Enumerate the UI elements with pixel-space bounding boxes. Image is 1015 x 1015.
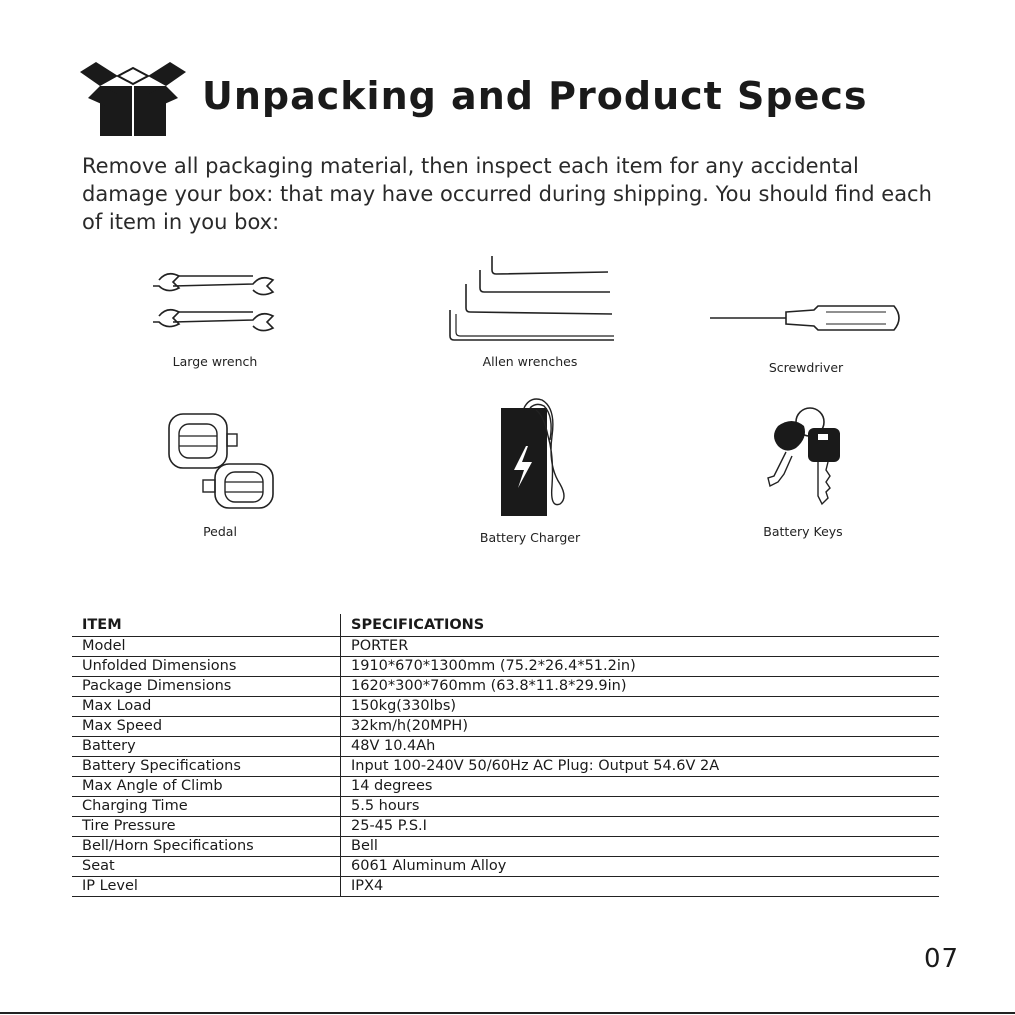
table-row bbox=[72, 717, 939, 737]
pedal-icon bbox=[155, 410, 285, 510]
intro-text: Remove all packaging material, then inspect each item for any accidental damage your box: that may have occurred during shipping. You should find each of item in you box: bbox=[82, 154, 932, 234]
spec-value: Input 100-240V 50/60Hz AC Plug: Output 54.6V 2A bbox=[341, 757, 940, 777]
charger-icon bbox=[470, 396, 590, 518]
allen-wrench-icon bbox=[440, 252, 620, 348]
spec-label: Max Load bbox=[72, 697, 341, 717]
item-pedal bbox=[155, 410, 285, 539]
spec-label: Tire Pressure bbox=[72, 817, 341, 837]
spec-value: 1620*300*760mm (63.8*11.8*29.9in) bbox=[341, 677, 940, 697]
spec-label: Unfolded Dimensions bbox=[72, 657, 341, 677]
spec-label: Battery Specifications bbox=[72, 757, 341, 777]
spec-label: Model bbox=[72, 637, 341, 657]
page-title: Unpacking and Product Specs bbox=[202, 74, 868, 118]
item-label: Battery Keys bbox=[763, 524, 843, 539]
spec-value: IPX4 bbox=[341, 877, 940, 897]
spec-label: Seat bbox=[72, 857, 341, 877]
table-row bbox=[72, 637, 939, 657]
spec-value: 5.5 hours bbox=[341, 797, 940, 817]
spec-value: Bell bbox=[341, 837, 940, 857]
item-label: Allen wrenches bbox=[482, 354, 578, 369]
col-header-specifications: SPECIFICATIONS bbox=[341, 614, 940, 637]
item-label: Battery Charger bbox=[479, 530, 581, 545]
item-battery-charger bbox=[470, 396, 590, 545]
spec-label: Max Angle of Climb bbox=[72, 777, 341, 797]
screwdriver-icon bbox=[706, 296, 906, 340]
item-label: Pedal bbox=[203, 524, 237, 539]
table-row bbox=[72, 817, 939, 837]
spec-label: Battery bbox=[72, 737, 341, 757]
table-row bbox=[72, 657, 939, 677]
spec-label: IP Level bbox=[72, 877, 341, 897]
spec-value: 6061 Aluminum Alloy bbox=[341, 857, 940, 877]
item-label: Screwdriver bbox=[768, 360, 844, 375]
col-header-item: ITEM bbox=[72, 614, 341, 637]
table-row bbox=[72, 837, 939, 857]
item-allen-wrenches bbox=[440, 252, 620, 369]
table-header-row bbox=[72, 614, 939, 637]
item-large-wrench bbox=[140, 268, 290, 369]
spec-value: 150kg(330lbs) bbox=[341, 697, 940, 717]
spec-value: 32km/h(20MPH) bbox=[341, 717, 940, 737]
spec-value: 1910*670*1300mm (75.2*26.4*51.2in) bbox=[341, 657, 940, 677]
title-box-icon bbox=[78, 58, 188, 140]
spec-label: Max Speed bbox=[72, 717, 341, 737]
spec-value: 14 degrees bbox=[341, 777, 940, 797]
spec-label: Package Dimensions bbox=[72, 677, 341, 697]
spec-label: Charging Time bbox=[72, 797, 341, 817]
table-row bbox=[72, 777, 939, 797]
keys-icon bbox=[748, 400, 858, 510]
item-label: Large wrench bbox=[172, 354, 258, 369]
table-row bbox=[72, 857, 939, 877]
table-row bbox=[72, 737, 939, 757]
table-row bbox=[72, 757, 939, 777]
item-battery-keys bbox=[748, 400, 858, 539]
specs-table bbox=[72, 614, 939, 897]
table-row bbox=[72, 677, 939, 697]
wrench-icon bbox=[145, 268, 285, 348]
spec-value: 48V 10.4Ah bbox=[341, 737, 940, 757]
table-row bbox=[72, 697, 939, 717]
spec-value: PORTER bbox=[341, 637, 940, 657]
open-box-icon bbox=[78, 58, 188, 140]
table-row bbox=[72, 797, 939, 817]
spec-label: Bell/Horn Specifications bbox=[72, 837, 341, 857]
spec-value: 25-45 P.S.I bbox=[341, 817, 940, 837]
bottom-divider bbox=[0, 1012, 1015, 1014]
table-row bbox=[72, 877, 939, 897]
page-number: 07 bbox=[924, 944, 960, 974]
item-screwdriver bbox=[706, 296, 906, 375]
